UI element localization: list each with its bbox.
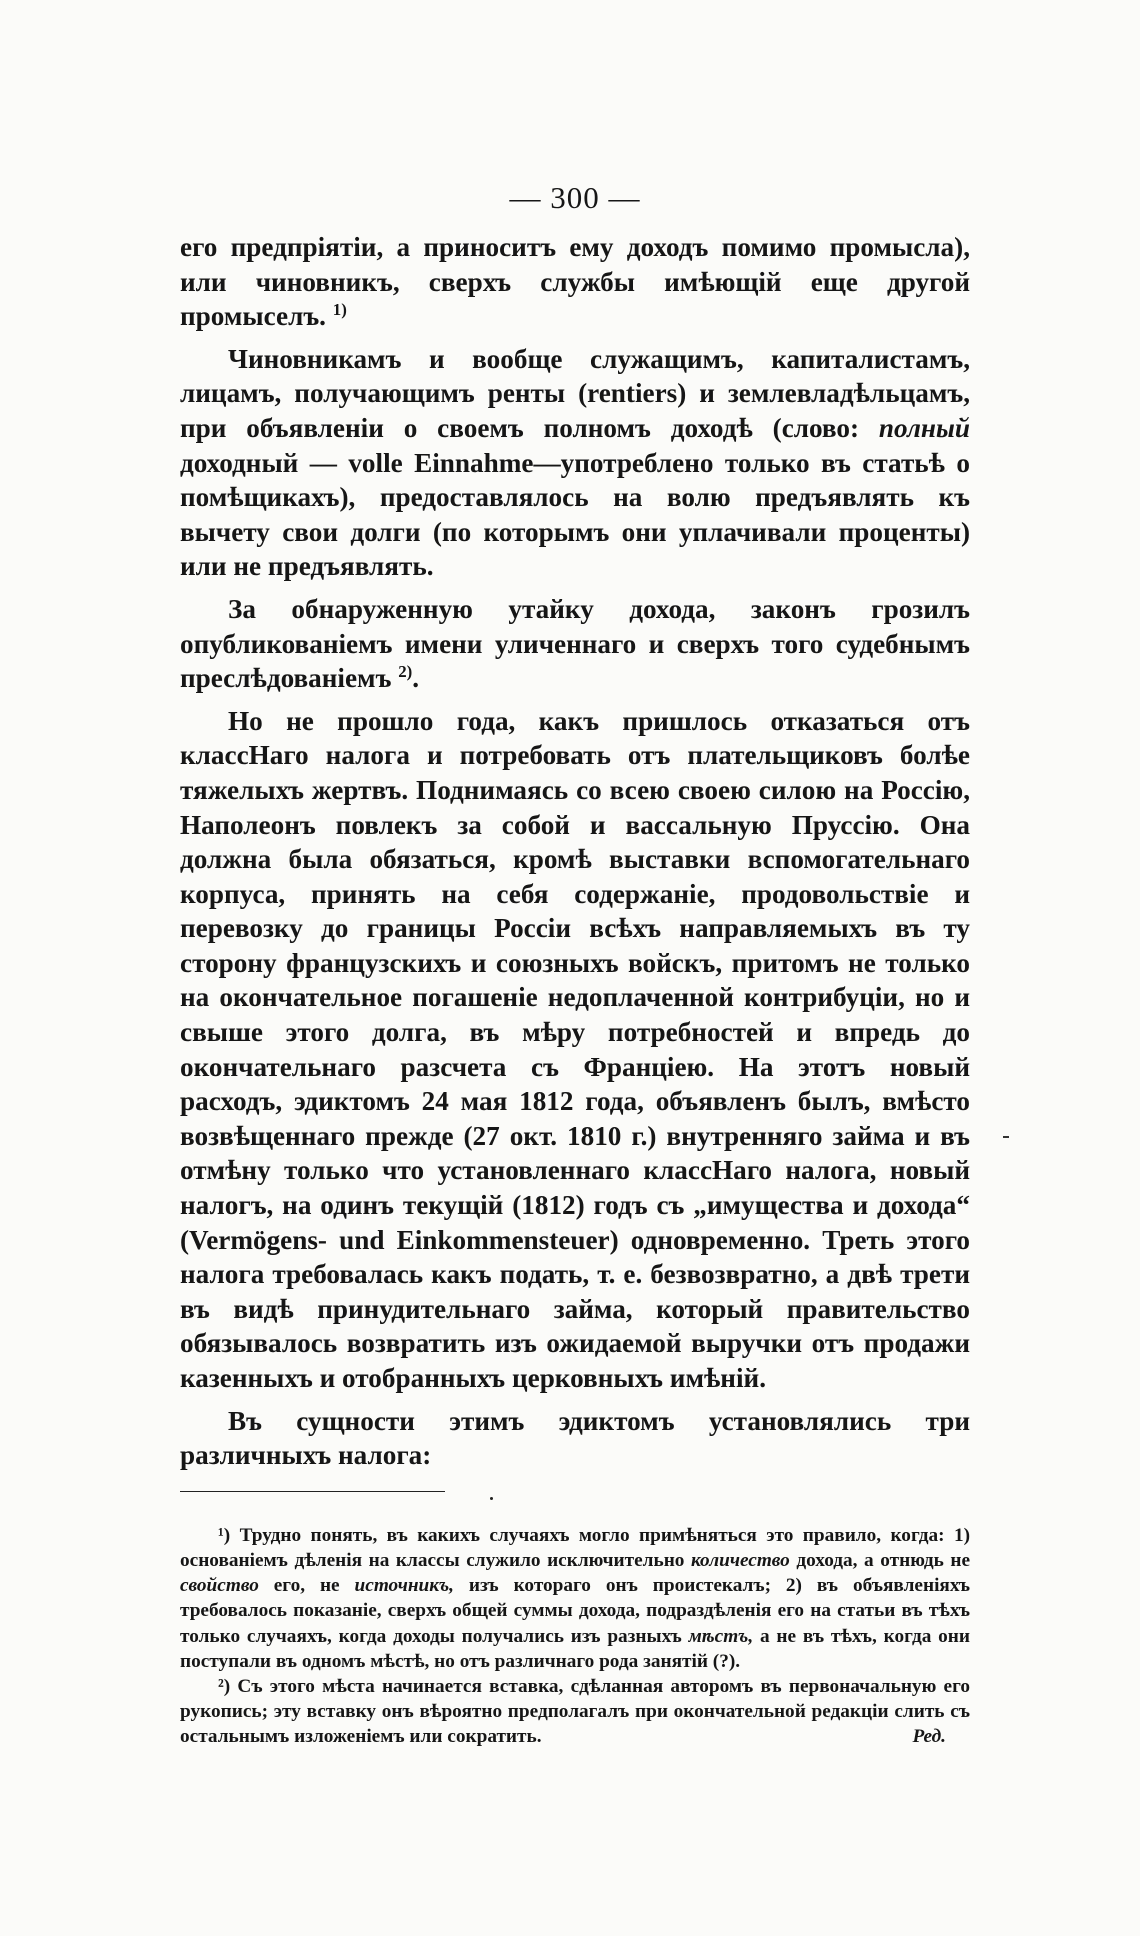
separator-dot — [490, 1497, 493, 1500]
separator-line — [180, 1491, 445, 1492]
paragraph-5: Въ сущности этимъ эдиктомъ установлялись три различныхъ налога: — [180, 1405, 970, 1471]
editor-signature: Ред. — [912, 1726, 946, 1748]
book-page — [180, 180, 970, 1750]
main-text — [180, 230, 970, 1473]
paragraph-3: За обнаруженную утайку дохода, законъ грозилъ опубликованіемъ имени уличеннаго и сверхъ того судебнымъ преслѣдованіемъ $^{2)}$. — [180, 593, 970, 694]
paragraph-1: его предпріятіи, а приноситъ ему доходъ помимо промысла), или чиновникъ, сверхъ службы имѣющій еще другой промыселъ. $^{1)}$ — [180, 232, 970, 332]
page-number: — 300 — — [509, 180, 641, 215]
margin-mark — [1003, 1136, 1009, 1138]
footnote-1: ¹) Трудно понять, въ какихъ случаяхъ могло примѣняться это правило, когда: 1) основаніемъ дѣленія на классы служило исключительно количество дохода, а отнюдь не свойство его, не источникъ, изъ котораго онъ проистекалъ; 2) въ объявленіяхъ требовалось показаніе, сверхъ общей суммы дохода, подраздѣленія его на статьи въ тѣхъ только случаяхъ, когда доходы получались изъ разныхъ мѣстъ, а не въ тѣхъ, когда они поступали въ одномъ мѣстѣ, но отъ различнаго рода занятій (?). — [180, 1524, 971, 1672]
footnote-ref-1[interactable]: 1) — [332, 300, 347, 320]
footnote-2: ²) Съ этого мѣста начинается вставка, сдѣланная авторомъ въ первоначальную его рукопись; эту вставку онъ вѣроятно предполагалъ при окончательной редакціи слить съ остальнымъ изложеніемъ или сократить. Ред. — [180, 1674, 970, 1750]
paragraph-4: Но не прошло года, какъ пришлось отказаться отъ классНаго налога и потребовать отъ плательщиковъ болѣе тяжелыхъ жертвъ. Поднимаясь со всею своею силою на Россію, Наполеонъ повлекъ за собой и вассальную Пруссію. Она должна была обязаться, кромѣ выставки вспомогательнаго корпуса, принять на себя содержаніе, продовольствіе и перевозку до границы Россіи всѣхъ направляемыхъ въ ту сторону французскихъ и союзныхъ войскъ, притомъ не только на окончательное погашеніе недоплаченной контрибуціи, но и свыше этого долга, въ мѣру потребностей и впредь до окончательнаго разсчета съ Франціею. На этотъ новый расходъ, эдиктомъ 24 мая 1812 года, объявленъ былъ, вмѣсто возвѣщеннаго прежде (27 окт. 1810 г.) внутренняго займа и въ отмѣну только что установленнаго классНаго налога, новый налогъ, на одинъ текущій (1812) годъ съ „имущества и дохода“ (Vermögens- und Einkommensteuer) одновременно. Треть этого налога требовалась какъ подать, т. е. безвозвратно, а двѣ трети въ видѣ принудительнаго займа, который правительство обязывалось возвратить изъ ожидаемой выручки отъ продажи казенныхъ и отобранныхъ церковныхъ имѣній. — [180, 705, 970, 1393]
emphasis-polny: полный — [878, 412, 970, 443]
footnotes — [180, 1523, 970, 1750]
footnote-ref-2[interactable]: 2) — [398, 662, 413, 682]
paragraph-2: Чиновникамъ и вообще служащимъ, капиталистамъ, лицамъ, получающимъ ренты (rentiers) и землевладѣльцамъ, при объявленіи о своемъ полномъ доходѣ (слово: полный доходный — volle Einnahme—употреблено только въ статьѣ о помѣщикахъ), предоставлялось на волю предъявлять къ вычету свои долги (по которымъ они уплачивали проценты) или не предъявлять. — [180, 343, 970, 582]
footnote-separator — [180, 1491, 970, 1497]
